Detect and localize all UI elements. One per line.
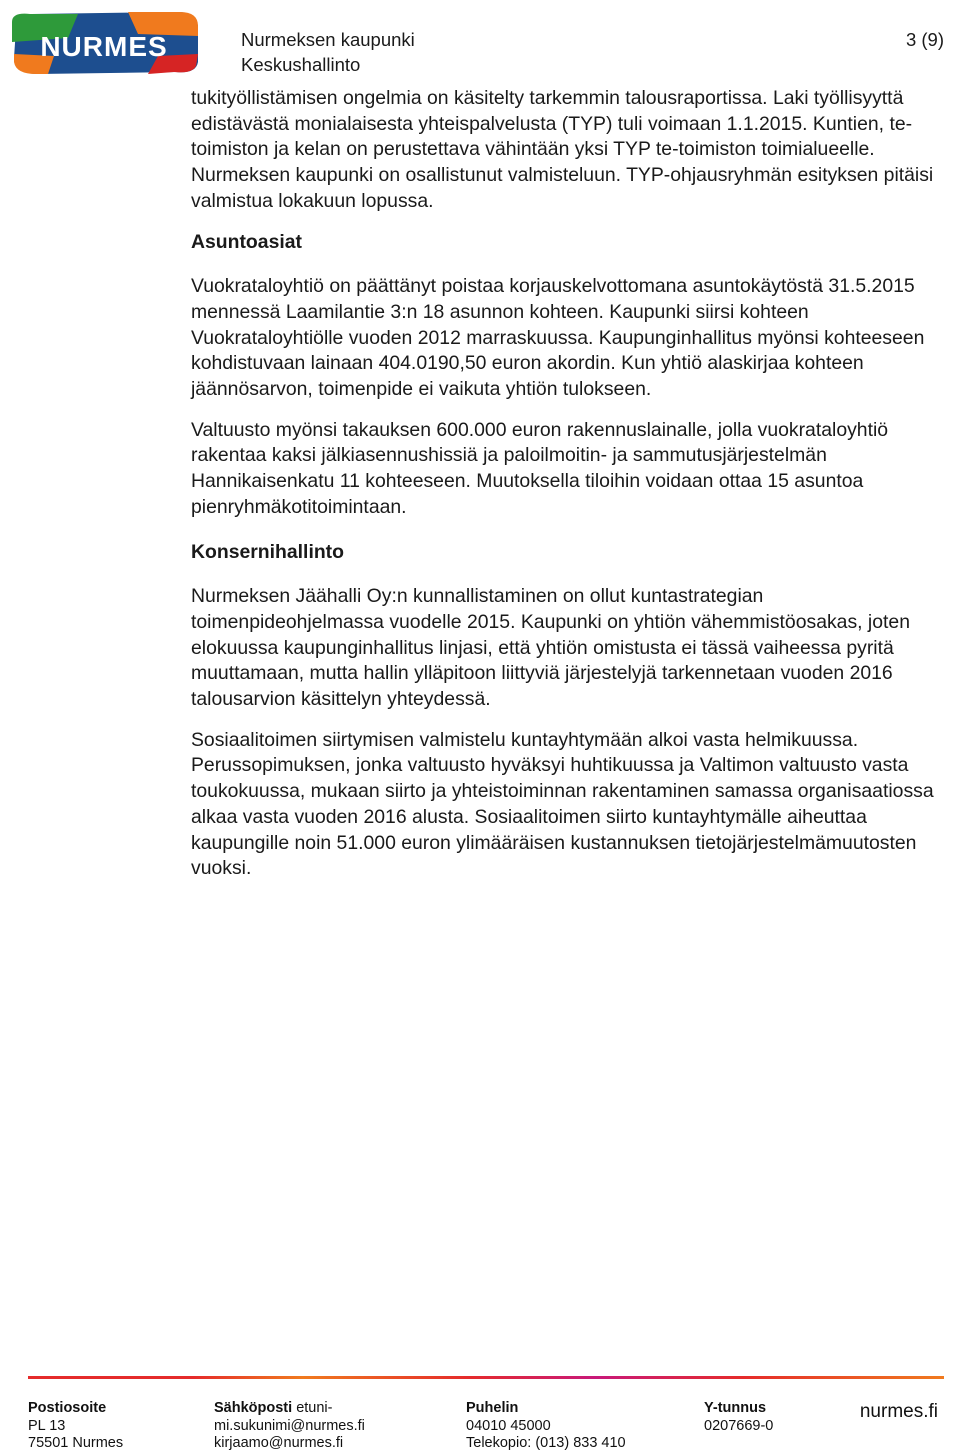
postal-line2: 75501 Nurmes [28, 1435, 124, 1451]
postal-label: Postiosoite [28, 1400, 107, 1416]
paragraph-jaahalli: Nurmeksen Jäähalli Oy:n kunnallistaminen on ollut kuntastrategian toimenpideohjelmassa vuodelle 2015. Kaupunki on yhtiön vähemmistöosakas, joten elokuussa kaupunginhallitus linjasi, että yhtiön omistusta ei tässä vaiheessa pyritä muuttamaan, mutta hallin ylläpitoon liittyviä järjestelyjä tarkennetaan vuoden 2016 talousarvion käsittelyn yhteydessä. [191, 585, 910, 711]
email-line1: mi.sukunimi@nurmes.fi [214, 1417, 365, 1434]
ytunnus-label: Y-tunnus [704, 1400, 767, 1416]
email-line2: kirjaamo@nurmes.fi [214, 1435, 344, 1451]
department-name: Keskushallinto [241, 54, 361, 75]
page-number: 3 (9) [905, 29, 944, 50]
org-name: Nurmeksen kaupunki [241, 29, 415, 50]
footer-ytunnus [704, 1400, 773, 1435]
paragraph-vuokrataloyhtio: Vuokrataloyhtiö on päättänyt poistaa korjauskelvottomana asuntokäytöstä 31.5.2015 mennessä Laamilantie 3:n 18 asunnon kohteen. Kaupunki siirsi kohteen Vuokrataloyhtiölle vuoden 2012 marraskuussa. Kaupunginhallitus myönsi kohteeseen kohdistuvaan lainaan 404.0190,50 euron akordin. Kun yhtiö alaskirjaa kohteen jäännösarvon, toimenpide ei vaikuta yhtiön tulokseen. [191, 275, 925, 401]
phone-label: Puhelin [466, 1400, 519, 1416]
paragraph-sosiaalitoimi: Sosiaalitoimen siirtymisen valmistelu kuntayhtymään alkoi vasta helmikuussa. Perussopimuksen, jonka valtuusto hyväksyi huhtikuussa ja Valtimon valtuusto vasta toukokuussa, mukaan siirto ja yhteistoiminnan rakentaminen samassa organisaatiossa alkaa vasta vuoden 2016 alusta. Sosiaalitoimen siirto kuntayhtymälle aiheuttaa kaupungille noin 51.000 euron ylimääräisen kustannuksen tietojärjestelmämuutosten vuoksi. [191, 728, 934, 880]
footer-email [214, 1400, 365, 1453]
postal-line1: PL 13 [28, 1417, 66, 1434]
document-body [191, 86, 959, 882]
phone-line1: 04010 45000 [466, 1417, 551, 1434]
heading-asuntoasiat: Asuntoasiat [191, 230, 302, 253]
paragraph-typ: tukityöllistämisen ongelmia on käsitelty tarkemmin talousraportissa. Laki työllisyyttä edistävästä monialaisesta yhteispalvelusta (TYP) tuli voimaan 1.1.2015. Kuntien, te-toimiston ja kelan on perustettava vähintään yksi TYP te-toimiston toimialueelle. Nurmeksen kaupunki on osallistunut valmisteluun. TYP-ohjausryhmän esityksen pitäisi valmistua lokakuun lopussa. [191, 87, 934, 212]
organization-header [241, 27, 415, 77]
footer-divider [28, 1376, 944, 1379]
email-line0: etuni- [296, 1400, 333, 1416]
email-label: Sähköposti [214, 1400, 293, 1416]
nurmes-logo [8, 8, 200, 76]
heading-konsernihallinto: Konsernihallinto [191, 540, 344, 563]
phone-line2: Telekopio: (013) 833 410 [466, 1435, 626, 1451]
paragraph-takaus: Valtuusto myönsi takauksen 600.000 euron rakennuslainalle, jolla vuokrataloyhtiö rakentaa kaksi jälkiasennushissiä ja paloilmoitin- ja sammutusjärjestelmän Hannikaisenkatu 11 kohteeseen. Muutoksella tiloihin voidaan ottaa 15 asuntoa pienryhmäkotitoimintaan. [191, 418, 889, 518]
logo-text: NURMES [40, 31, 168, 62]
footer-website: nurmes.fi [859, 1401, 938, 1422]
footer-postal [28, 1400, 123, 1453]
ytunnus-value: 0207669-0 [704, 1417, 774, 1434]
footer-phone [466, 1400, 626, 1453]
